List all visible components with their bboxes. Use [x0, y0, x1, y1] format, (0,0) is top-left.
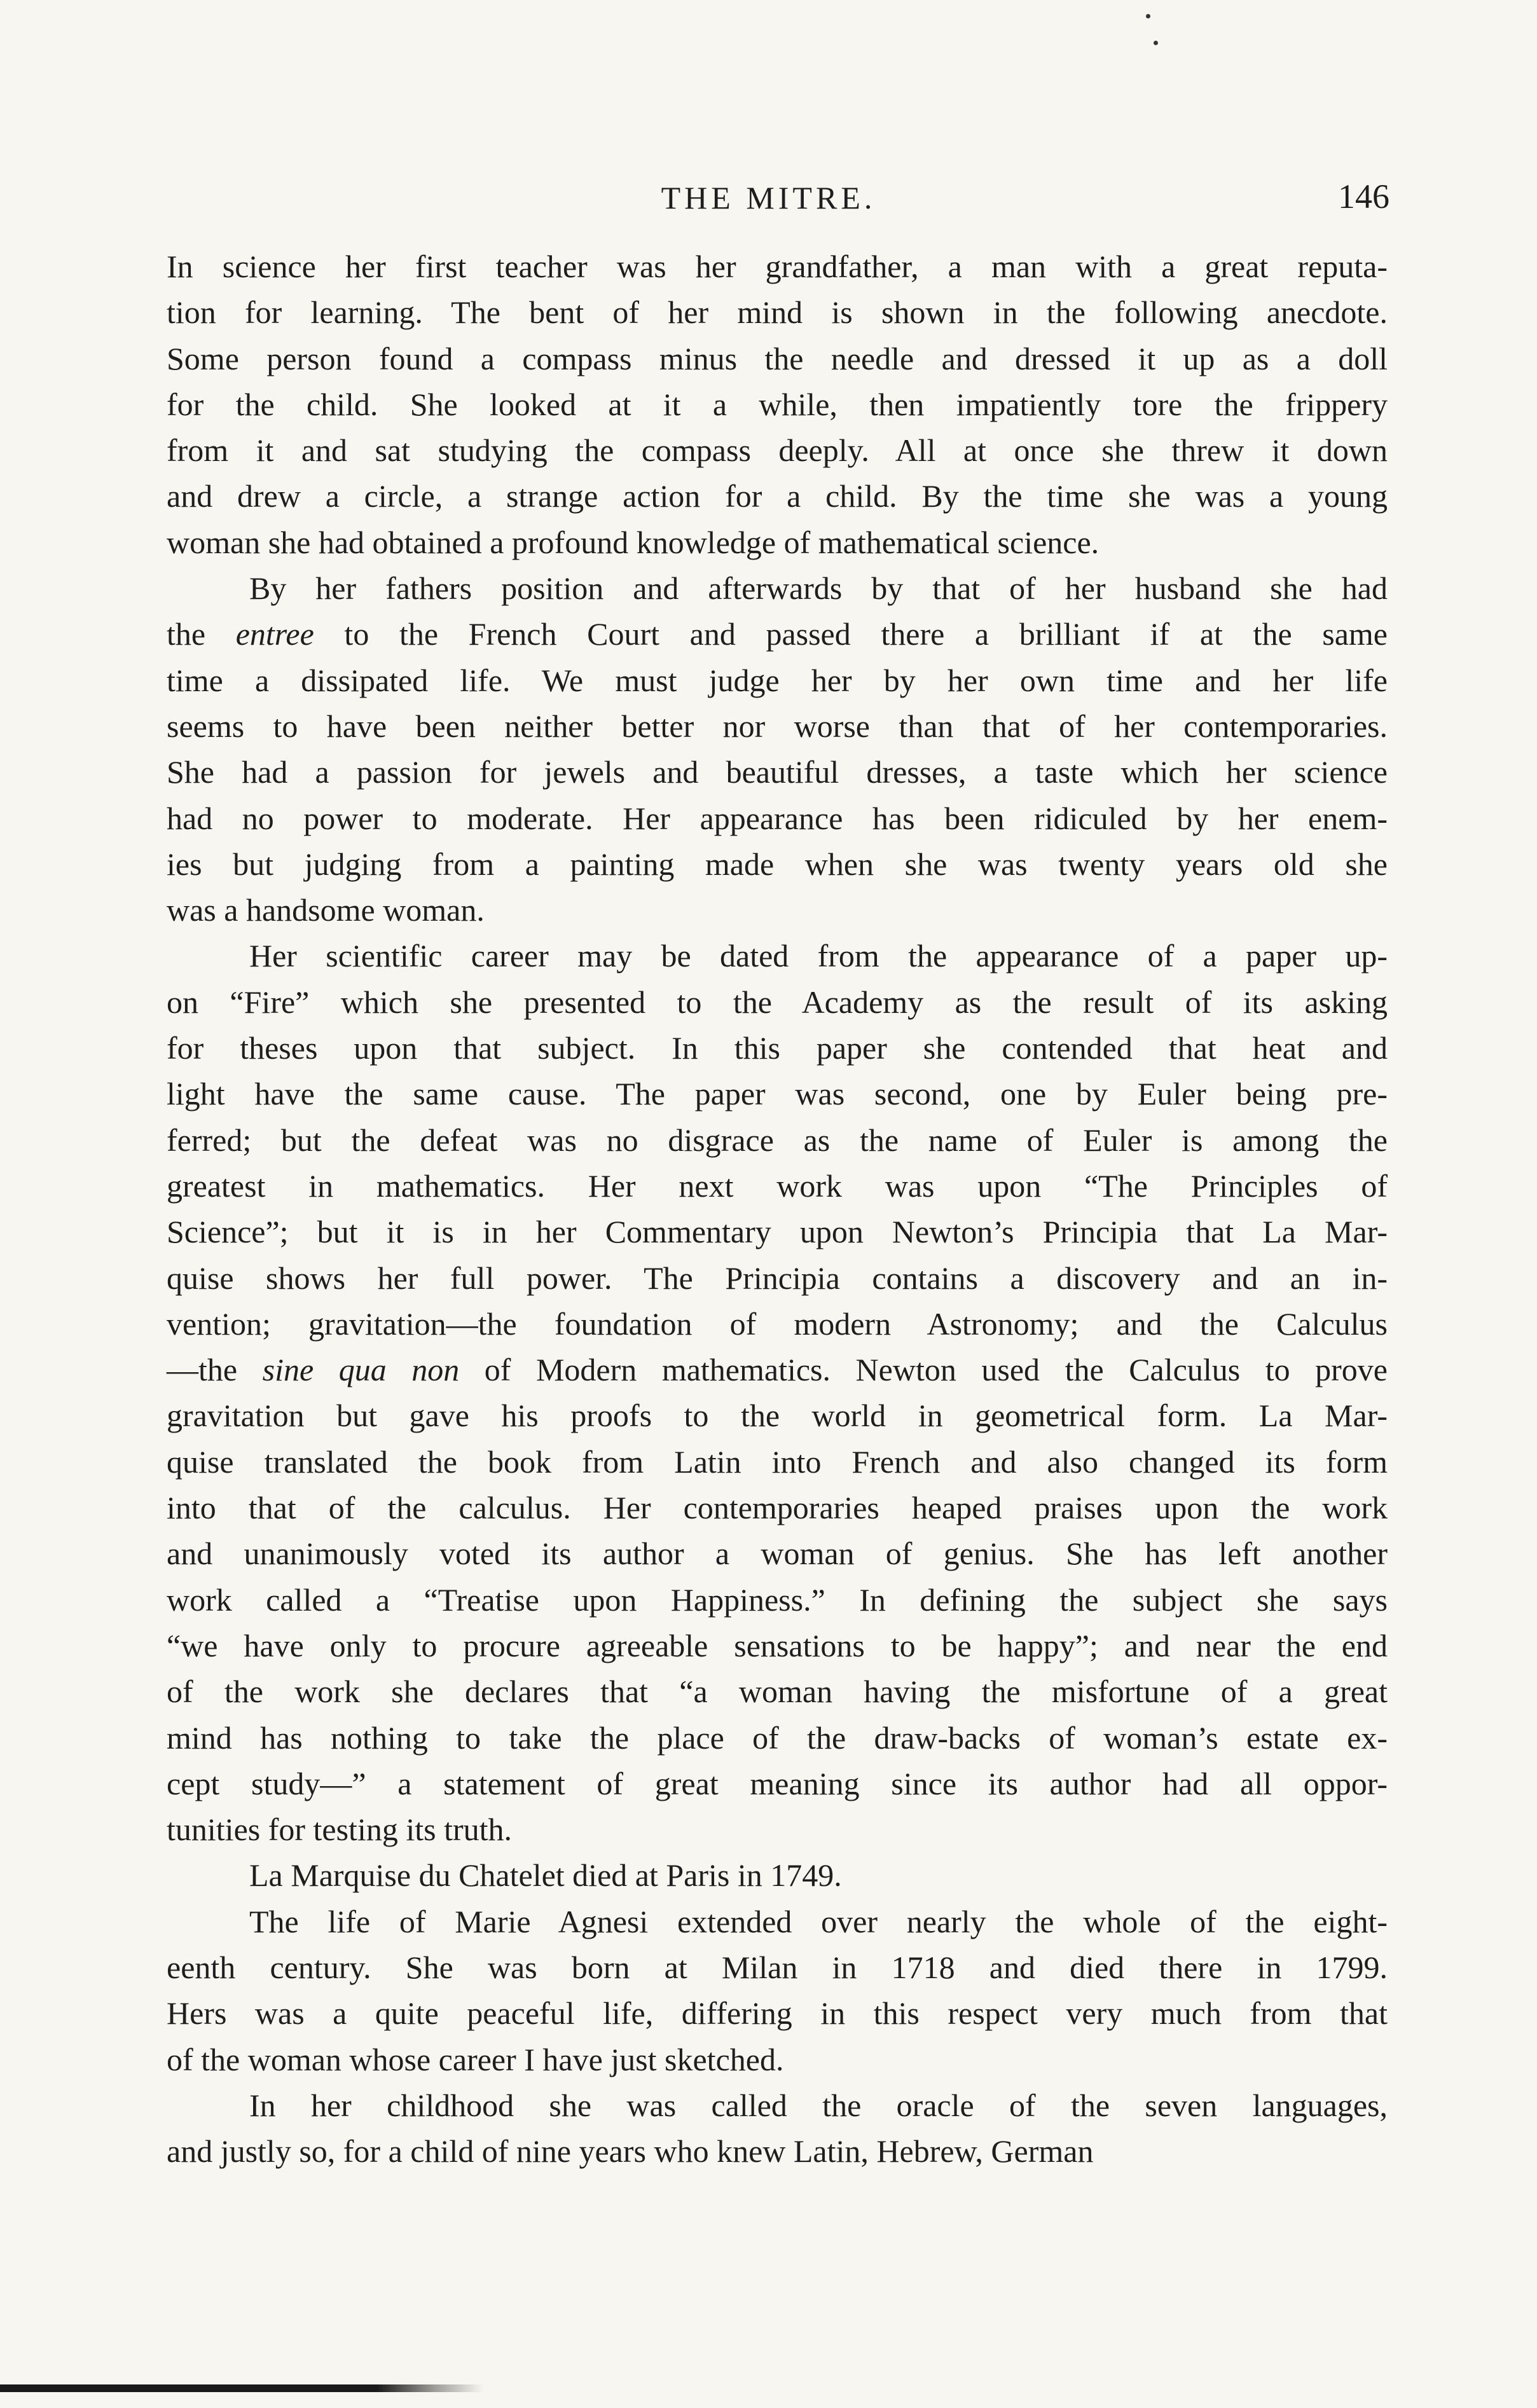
text-line [167, 1255, 1388, 1301]
text-line [167, 1806, 1388, 1852]
text-line [167, 657, 1388, 703]
bottom-scan-rule [0, 2384, 483, 2392]
text-line [167, 749, 1388, 795]
text-line [167, 1990, 1388, 2036]
body-text [167, 244, 1388, 2174]
line-text: greatest in mathematics. Her next work was upon “The Principles of [167, 1167, 1388, 1204]
text-line [167, 703, 1388, 749]
line-text: and drew a circle, a strange action for a child. By the time she was a young [167, 478, 1388, 514]
line-text: quise shows her full power. The Principia contains a discovery and an in- [167, 1260, 1388, 1296]
text-line [167, 979, 1388, 1025]
text-line [167, 473, 1388, 519]
text-line [167, 1668, 1388, 1714]
text-line [167, 1944, 1388, 1990]
line-text: to the French Court and passed there a brilliant if at the same [314, 616, 1388, 652]
text-line [167, 1485, 1388, 1531]
text-line [167, 795, 1388, 841]
line-text: eenth century. She was born at Milan in 1718 and died there in 1799. [167, 1949, 1388, 1985]
page-number: 146 [1338, 177, 1389, 216]
text-line [167, 565, 1388, 611]
running-title: THE MITRE. [661, 180, 876, 216]
italic-phrase: entree [235, 616, 314, 652]
line-text: By her fathers position and afterwards by that of her husband she had [249, 570, 1388, 607]
text-line [167, 2082, 1388, 2128]
line-text: ies but judging from a painting made when she was twenty years old she [167, 846, 1388, 882]
line-text: In her childhood she was called the oracle of the seven languages, [249, 2087, 1388, 2123]
text-line [167, 1209, 1388, 1255]
line-text: The life of Marie Agnesi extended over nearly the whole of the eight- [249, 1903, 1388, 1939]
line-text: Some person found a compass minus the needle and dressed it up as a doll [167, 340, 1388, 376]
text-line [167, 1163, 1388, 1209]
text-line [167, 336, 1388, 382]
text-line [167, 1301, 1388, 1347]
text-line [167, 1899, 1388, 1944]
line-text: —the [167, 1352, 263, 1388]
text-line [167, 1025, 1388, 1071]
line-text: In science her first teacher was her grandfather, a man with a great reputa- [167, 249, 1388, 284]
text-line [167, 1071, 1388, 1117]
line-text: from it and sat studying the compass deeply. All at once she threw it down [167, 432, 1388, 469]
text-line [167, 519, 1388, 565]
paragraph [167, 244, 1388, 565]
line-text: Her scientific career may be dated from the appearance of a paper up- [249, 938, 1388, 974]
line-text: work called a “Treatise upon Happiness.” In defining the subject she says [167, 1581, 1388, 1618]
line-text: Hers was a quite peaceful life, differing in this respect very much from that [167, 1995, 1388, 2032]
text-line [167, 2128, 1388, 2174]
line-text: had no power to moderate. Her appearance has been ridiculed by her enem- [167, 800, 1388, 836]
text-line [167, 887, 1388, 933]
line-text: woman she had obtained a profound knowledge of mathematical science. [167, 524, 1099, 560]
line-text: for theses upon that subject. In this paper she contended that heat and [167, 1030, 1388, 1066]
text-line [167, 611, 1388, 657]
text-line [167, 2037, 1388, 2082]
line-text: the [167, 616, 236, 652]
text-line [167, 1761, 1388, 1806]
paragraph [167, 565, 1388, 933]
text-line [167, 1347, 1388, 1393]
scan-speck [1146, 14, 1150, 18]
text-line [167, 1577, 1388, 1623]
line-text: and unanimously voted its author a woman of genius. She has left another [167, 1536, 1388, 1572]
text-line [167, 1117, 1388, 1163]
line-text: vention; gravitation—the foundation of modern Astronomy; and the Calculus [167, 1305, 1388, 1342]
line-text: tion for learning. The bent of her mind is shown in the following anecdote. [167, 294, 1388, 331]
line-text: ferred; but the defeat was no disgrace as the name of Euler is among the [167, 1122, 1388, 1158]
line-text: on “Fire” which she presented to the Academy as the result of its asking [167, 984, 1388, 1020]
line-text: mind has nothing to take the place of the draw-backs of woman’s estate ex- [167, 1719, 1388, 1756]
paragraph [167, 2082, 1388, 2175]
text-line [167, 244, 1388, 289]
text-line [167, 289, 1388, 335]
line-text: of the work she declares that “a woman having the misfortune of a great [167, 1674, 1388, 1710]
line-text: Science”; but it is in her Commentary upon Newton’s Principia that La Mar- [167, 1214, 1388, 1250]
line-text: of the woman whose career I have just sketched. [167, 2041, 784, 2077]
line-text: seems to have been neither better nor worse than that of her contemporaries. [167, 708, 1388, 744]
line-text: time a dissipated life. We must judge her by her own time and her life [167, 662, 1388, 698]
line-text: cept study—” a statement of great meaning since its author had all oppor- [167, 1765, 1388, 1801]
line-text: gravitation but gave his proofs to the world in geometrical form. La Mar- [167, 1398, 1388, 1434]
line-text: “we have only to procure agreeable sensations to be happy”; and near the end [167, 1627, 1388, 1663]
line-text: quise translated the book from Latin into French and also changed its form [167, 1443, 1388, 1480]
text-line [167, 841, 1388, 887]
line-text: light have the same cause. The paper was second, one by Euler being pre- [167, 1076, 1388, 1112]
text-line [167, 1852, 1388, 1898]
text-line [167, 1715, 1388, 1761]
line-text: of Modern mathematics. Newton used the Calculus to prove [459, 1352, 1388, 1388]
page-header [0, 173, 1537, 230]
line-text: She had a passion for jewels and beautiful dresses, a taste which her science [167, 754, 1388, 790]
scan-speck [1154, 41, 1158, 45]
italic-phrase: sine qua non [262, 1352, 460, 1388]
text-line [167, 427, 1388, 473]
line-text: into that of the calculus. Her contemporaries heaped praises upon the work [167, 1490, 1388, 1526]
text-line [167, 1439, 1388, 1485]
line-text: tunities for testing its truth. [167, 1812, 513, 1848]
paragraph [167, 933, 1388, 1852]
text-line [167, 1393, 1388, 1438]
line-text: and justly so, for a child of nine years who knew Latin, Hebrew, German [167, 2133, 1094, 2170]
text-line [167, 1623, 1388, 1668]
paragraph [167, 1899, 1388, 2082]
text-line [167, 933, 1388, 979]
scan-specks [1145, 13, 1164, 51]
text-line [167, 382, 1388, 427]
line-text: La Marquise du Chatelet died at Paris in 1749. [249, 1857, 842, 1894]
line-text: was a handsome woman. [167, 892, 485, 928]
line-text: for the child. She looked at it a while, then impatiently tore the frippery [167, 386, 1388, 422]
paragraph [167, 1852, 1388, 1898]
text-line [167, 1531, 1388, 1576]
